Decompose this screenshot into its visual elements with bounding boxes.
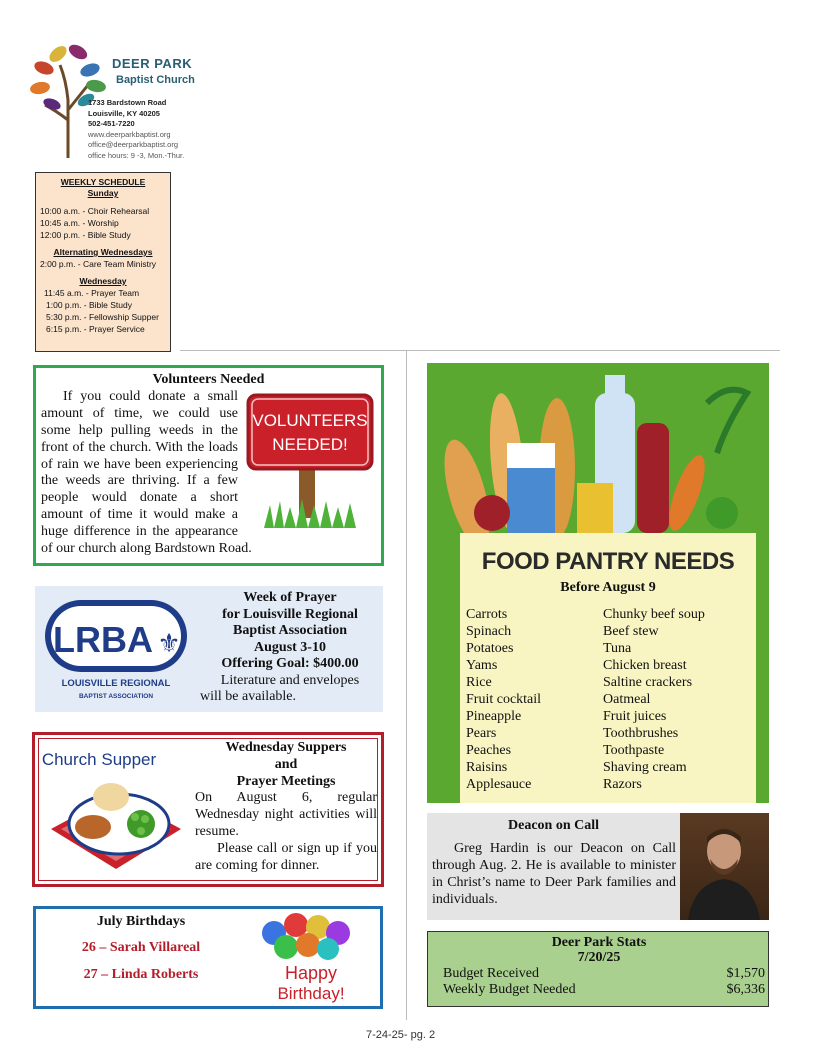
- church-subtitle: Baptist Church: [116, 74, 195, 86]
- pantry-item: Carrots: [466, 607, 508, 622]
- birthdays-box: [33, 906, 383, 1009]
- food-pantry-panel: [427, 363, 769, 803]
- schedule-title: WEEKLY SCHEDULE: [60, 177, 146, 187]
- pantry-item: Saltine crackers: [603, 675, 693, 690]
- supper-article: [32, 732, 384, 887]
- page-footer: 7-24-25- pg. 2: [366, 1029, 436, 1041]
- stats-row-budget-received: [443, 966, 765, 982]
- supper-paragraph: On August 6, regular Wednesday night activities will resume.: [195, 790, 377, 839]
- svg-text:NEEDED!: NEEDED!: [272, 434, 348, 454]
- pantry-item: Razors: [603, 777, 642, 792]
- lrba-logo: [41, 596, 191, 701]
- pantry-item: Chunky beef soup: [603, 607, 705, 622]
- pantry-list-left: [466, 606, 596, 793]
- birthday-entry: 26 – Sarah Villareal: [81, 940, 201, 955]
- lrba-line: Week of Prayer: [243, 590, 337, 605]
- deacon-text: Greg Hardin is our Deacon on Call through Aug. 2. He is available to minister in Christ’s name to Deer Park families and individuals.: [432, 841, 676, 907]
- supper-text: [195, 740, 377, 874]
- deacon-on-call: [427, 813, 769, 920]
- svg-text:LOUISVILLE REGIONAL: LOUISVILLE REGIONAL: [61, 678, 171, 689]
- schedule-item: 6:15 p.m. - Prayer Service: [46, 324, 145, 334]
- deer-park-stats: [427, 931, 769, 1007]
- pantry-item: Toothpaste: [603, 743, 665, 758]
- stats-date: 7/20/25: [577, 950, 621, 965]
- schedule-item: 2:00 p.m. - Care Team Ministry: [40, 259, 157, 269]
- volunteers-sign-image: [244, 393, 376, 528]
- schedule-item: 10:45 a.m. - Worship: [40, 218, 119, 228]
- vertical-divider: [406, 350, 407, 1020]
- lrba-text: [200, 590, 380, 706]
- pantry-item: Tuna: [603, 641, 632, 656]
- schedule-sunday-heading: Sunday: [87, 188, 119, 198]
- svg-text:Birthday!: Birthday!: [277, 984, 345, 1003]
- pantry-item: Peaches: [466, 743, 512, 758]
- supper-heading: and: [274, 756, 298, 772]
- volunteers-title: Volunteers Needed: [152, 372, 265, 387]
- pantry-item: Toothbrushes: [603, 726, 679, 741]
- stats-value: $6,336: [726, 982, 765, 997]
- lrba-line: will be available.: [200, 689, 297, 704]
- schedule-alt-heading: Alternating Wednesdays: [53, 247, 153, 257]
- pantry-item: Rice: [466, 675, 492, 690]
- deacon-title: Deacon on Call: [508, 818, 599, 833]
- schedule-item: 12:00 p.m. - Bible Study: [40, 230, 131, 240]
- svg-text:Happy: Happy: [284, 963, 338, 983]
- volunteers-article: [33, 365, 384, 566]
- email-link[interactable]: office@deerparkbaptist.org: [88, 140, 179, 149]
- pantry-item: Shaving cream: [603, 760, 687, 775]
- pantry-item: Beef stew: [603, 624, 659, 639]
- stats-title: Deer Park Stats: [551, 935, 647, 950]
- supper-heading: Wednesday Suppers: [225, 740, 347, 755]
- supper-heading: Prayer Meetings: [236, 773, 336, 789]
- deacon-photo: [680, 813, 769, 920]
- pantry-item: Spinach: [466, 624, 512, 639]
- schedule-item: 10:00 a.m. - Choir Rehearsal: [40, 206, 150, 216]
- address-city: Louisville, KY 40205: [88, 108, 160, 118]
- church-address-block: [88, 98, 184, 161]
- lrba-line: August 3-10: [254, 639, 326, 655]
- stats-row-weekly-budget: [443, 982, 765, 998]
- svg-text:VOLUNTEERS: VOLUNTEERS: [252, 410, 368, 430]
- pantry-item: Pineapple: [466, 709, 522, 724]
- church-supper-image: [41, 739, 191, 879]
- pantry-item: Raisins: [466, 760, 508, 775]
- stats-label: Budget Received: [443, 966, 540, 981]
- svg-text:LRBA: LRBA: [53, 619, 153, 660]
- happy-birthday-image: [246, 911, 376, 1006]
- pantry-item: Fruit juices: [603, 709, 667, 724]
- pantry-item: Yams: [466, 658, 498, 673]
- website-link[interactable]: www.deerparkbaptist.org: [88, 129, 171, 139]
- pantry-item: Potatoes: [466, 641, 514, 656]
- svg-text:Church Supper: Church Supper: [41, 750, 157, 769]
- stats-value: $1,570: [726, 966, 765, 981]
- pantry-item: Oatmeal: [603, 692, 651, 707]
- lrba-offering-goal: Offering Goal: $400.00: [221, 656, 359, 671]
- schedule-wednesday-heading: Wednesday: [79, 276, 127, 286]
- svg-text:⚜: ⚜: [157, 629, 181, 658]
- pantry-subtitle: Before August 9: [560, 580, 656, 595]
- schedule-item: 5:30 p.m. - Fellowship Supper: [46, 312, 159, 322]
- weekly-schedule: [35, 172, 171, 352]
- pantry-list-right: [603, 606, 753, 793]
- phone: 502-451-7220: [88, 119, 135, 128]
- pantry-item: Fruit cocktail: [466, 692, 542, 707]
- schedule-item: 11:45 a.m. - Prayer Team: [44, 288, 140, 298]
- pantry-title: FOOD PANTRY NEEDS: [481, 548, 735, 575]
- lrba-line: for Louisville Regional: [222, 606, 358, 622]
- pantry-item: Applesauce: [466, 777, 532, 792]
- supper-paragraph: Please call or sign up if you are coming for dinner.: [195, 840, 377, 873]
- schedule-item: 1:00 p.m. - Bible Study: [46, 300, 132, 310]
- lrba-line: Literature and envelopes: [220, 672, 360, 688]
- address-street: 1733 Bardstown Road: [88, 98, 167, 107]
- birthday-entry: 27 – Linda Roberts: [83, 967, 199, 982]
- horizontal-divider: [180, 350, 780, 351]
- lrba-line: Baptist Association: [233, 623, 347, 638]
- pantry-item: Chicken breast: [603, 658, 687, 673]
- pantry-item: Pears: [466, 726, 497, 741]
- church-name: DEER PARK: [112, 56, 193, 71]
- lrba-article: [35, 586, 383, 712]
- birthdays-title: July Birthdays: [96, 914, 186, 929]
- stats-label: Weekly Budget Needed: [443, 982, 576, 997]
- svg-text:BAPTIST ASSOCIATION: BAPTIST ASSOCIATION: [78, 693, 154, 700]
- volunteers-text: If you could donate a small amount of time, we could use some help pulling weeds in the front of the church. With the loads of rain we have been experiencing the weeds are thriving. If a few people would donate a short amount of time it would make a huge difference in the appearance of our church along Bardstown Road.: [41, 388, 252, 557]
- office-hours: office hours: 9 -3, Mon.-Thur.: [88, 150, 185, 160]
